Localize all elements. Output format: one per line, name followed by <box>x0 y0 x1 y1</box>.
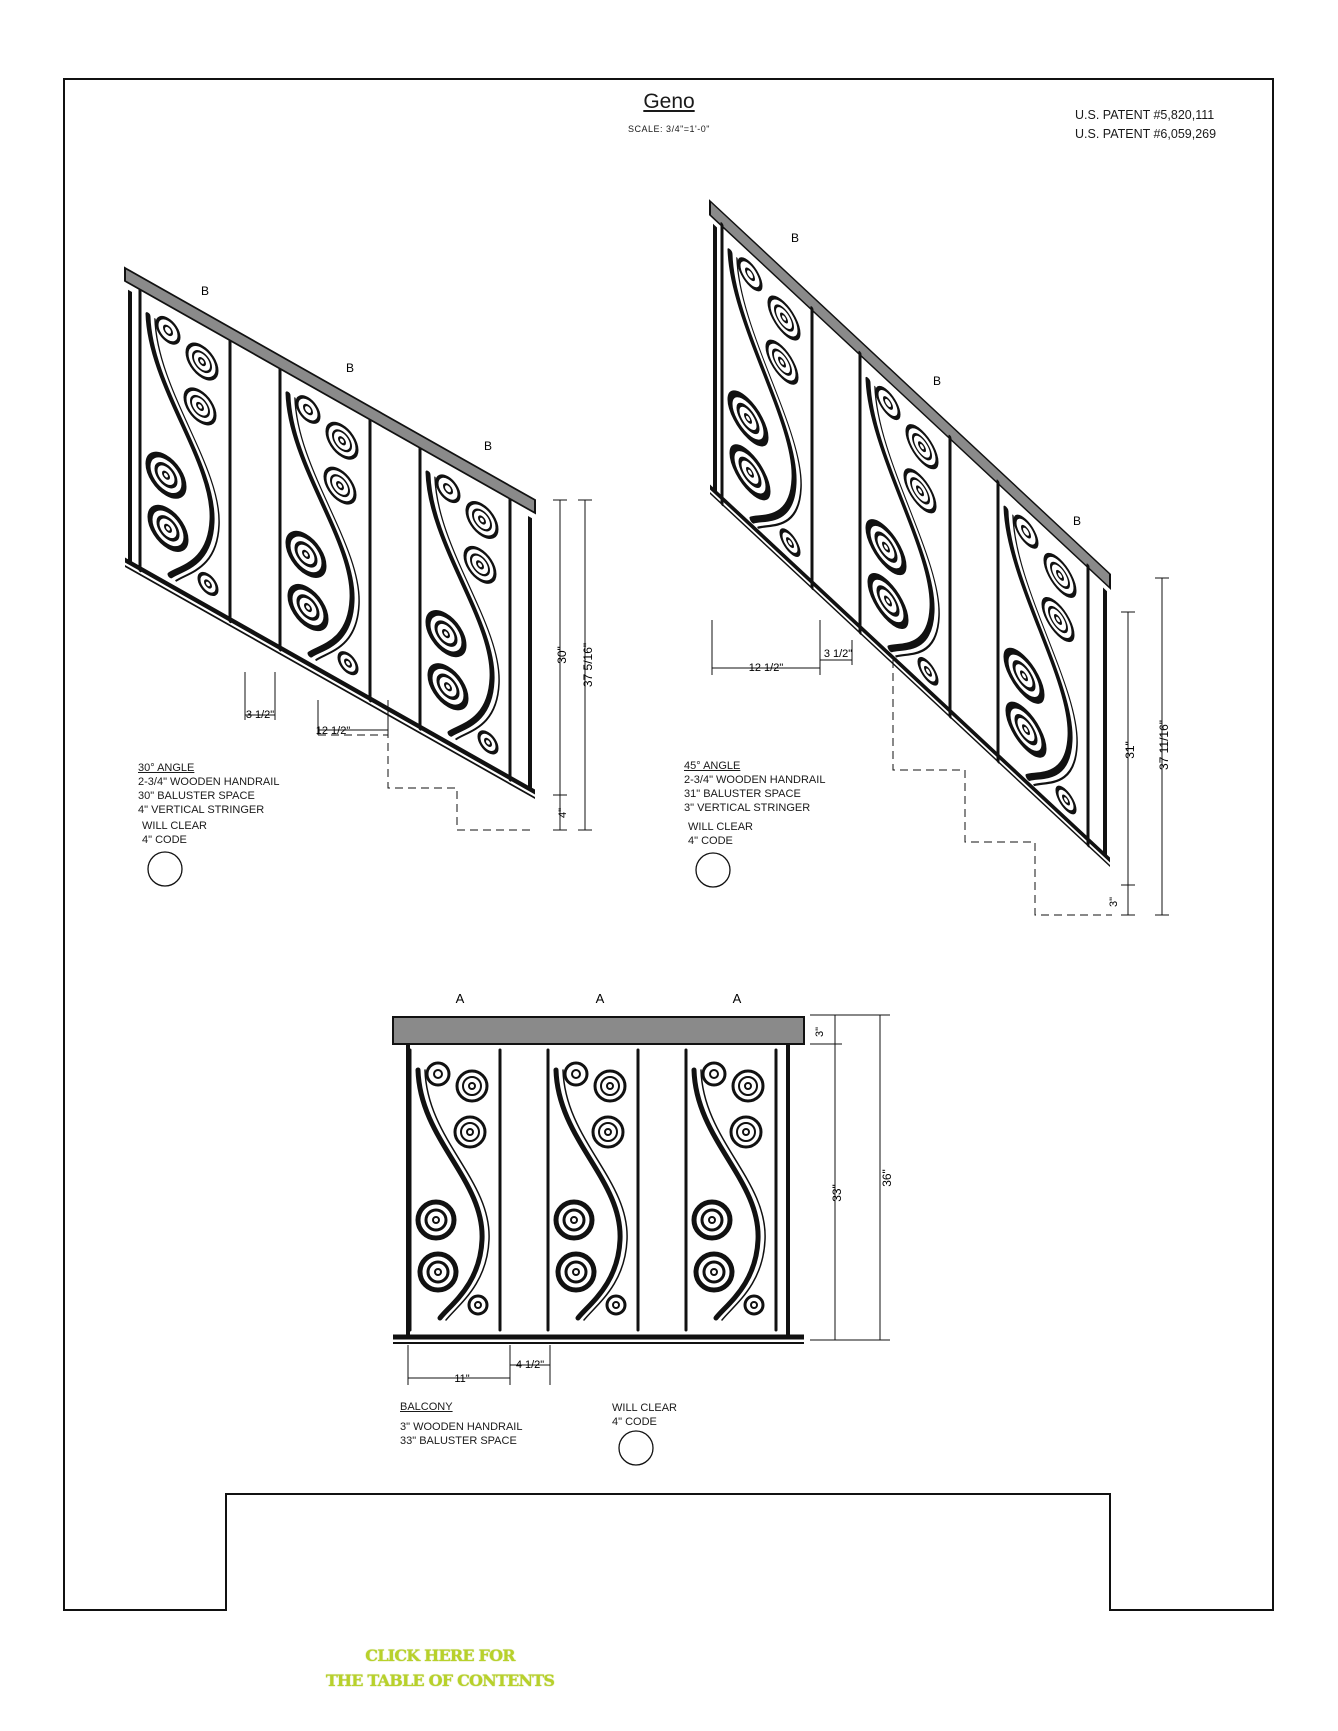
table-of-contents-link[interactable] <box>300 1643 580 1693</box>
dim-height: 30" <box>555 646 569 664</box>
spec-heading: 30° ANGLE <box>138 762 195 774</box>
code-line: 4" CODE <box>688 835 733 847</box>
code-line: WILL CLEAR <box>688 821 754 833</box>
dim-baluster-space: 3 1/2" <box>823 648 853 660</box>
dim-overall: 36" <box>880 1169 894 1187</box>
spec-line: 4" VERTICAL STRINGER <box>138 804 265 816</box>
label-a: A <box>595 991 605 1006</box>
dimension-lines-balcony <box>408 1015 890 1385</box>
code-line: WILL CLEAR <box>142 820 208 832</box>
code-note-45 <box>688 820 753 848</box>
handrail <box>710 201 1110 588</box>
toc-link-line[interactable]: CLICK HERE FOR <box>365 1646 515 1665</box>
code-note-30 <box>142 819 207 847</box>
spec-line: 33" BALUSTER SPACE <box>400 1435 517 1447</box>
code-line: 4" CODE <box>142 834 187 846</box>
dim-stringer: 3" <box>1108 896 1120 908</box>
railing-30-degree <box>125 268 535 798</box>
dim-tread: 12 1/2" <box>748 662 784 674</box>
label-b: B <box>1072 514 1082 528</box>
label-b: B <box>790 231 800 245</box>
spec-line: 3" VERTICAL STRINGER <box>684 802 811 814</box>
stair-outline <box>318 735 532 830</box>
code-circle <box>148 852 182 886</box>
dim-space: 4 1/2" <box>515 1359 545 1371</box>
dim-rail: 3" <box>814 1026 826 1038</box>
spec-block-30 <box>138 761 279 817</box>
scale-note: SCALE: 3/4"=1'-0" <box>628 124 710 134</box>
label-a: A <box>732 991 742 1006</box>
code-line: 4" CODE <box>612 1416 657 1428</box>
page-title: Geno <box>643 90 695 113</box>
spec-heading: 45° ANGLE <box>684 760 741 772</box>
patent-number: U.S. PATENT #5,820,111 <box>1075 108 1215 122</box>
dim-height: 33" <box>830 1184 844 1202</box>
railing-balcony <box>393 1017 804 1343</box>
label-b: B <box>345 361 355 375</box>
spec-line: 31" BALUSTER SPACE <box>684 788 801 800</box>
spec-line: 3" WOODEN HANDRAIL <box>400 1421 523 1433</box>
dimension-lines-45 <box>712 578 1169 915</box>
code-circle <box>619 1431 653 1465</box>
handrail <box>393 1017 804 1044</box>
code-note-balcony <box>612 1401 677 1429</box>
patent-number: U.S. PATENT #6,059,269 <box>1075 127 1217 141</box>
spec-line: 30" BALUSTER SPACE <box>138 790 255 802</box>
dim-tread: 12 1/2" <box>315 725 351 737</box>
label-a: A <box>455 991 465 1006</box>
spec-line: 2-3/4" WOODEN HANDRAIL <box>138 776 280 788</box>
toc-link-line[interactable]: THE TABLE OF CONTENTS <box>325 1671 555 1690</box>
dim-panel-width: 11" <box>454 1373 470 1385</box>
dim-stringer: 4" <box>557 807 569 819</box>
label-b: B <box>200 284 210 298</box>
label-b: B <box>483 439 493 453</box>
dim-height: 31" <box>1123 741 1137 759</box>
dim-overall: 37 11/16" <box>1157 719 1171 771</box>
spec-line: 2-3/4" WOODEN HANDRAIL <box>684 774 826 786</box>
stair-outline <box>893 660 1112 915</box>
dim-overall: 37 5/16" <box>581 642 595 688</box>
dim-baluster-space: 3 1/2" <box>245 709 275 721</box>
label-b: B <box>932 374 942 388</box>
spec-block-balcony <box>400 1400 522 1448</box>
spec-heading: BALCONY <box>400 1401 453 1413</box>
spec-block-45 <box>684 759 825 815</box>
code-line: WILL CLEAR <box>612 1402 678 1414</box>
code-circle <box>696 853 730 887</box>
